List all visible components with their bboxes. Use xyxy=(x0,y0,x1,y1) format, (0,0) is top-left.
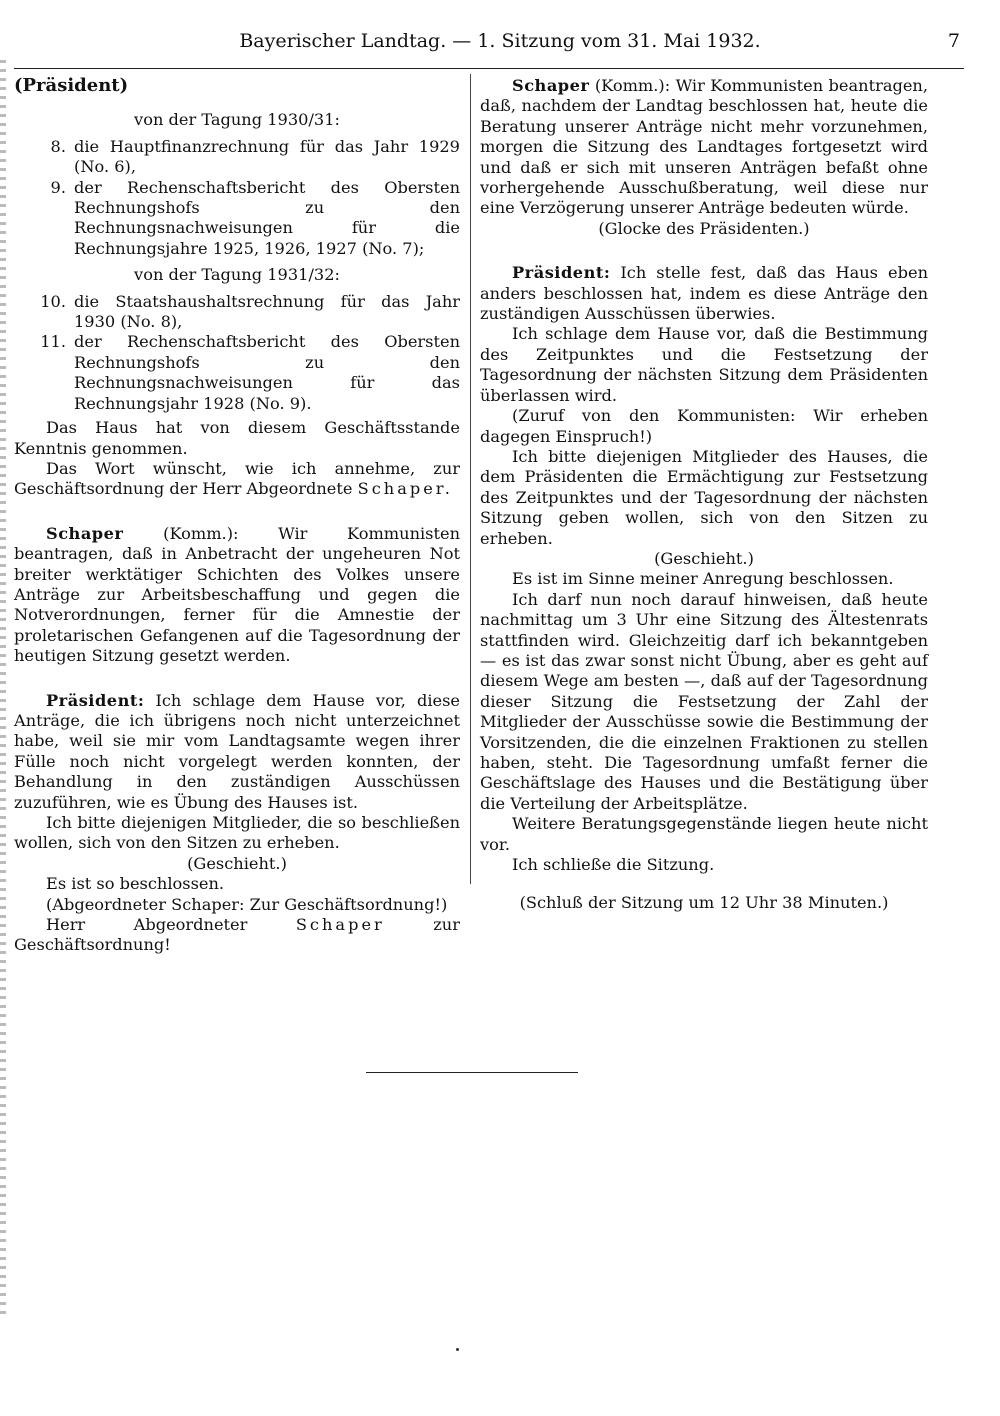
paragraph: Ich bitte diejenigen Mitglieder des Hauses, die dem Präsidenten die Ermächtigung zur Festsetzung des Zeitpunktes und der Tagesordnung der nächsten Sitzung geben wollen, sich von den Sitzen zu erheben. xyxy=(480,446,928,548)
speaker-name: Schaper. xyxy=(357,479,453,499)
list-item xyxy=(14,137,460,178)
paragraph: Ich bitte diejenigen Mitglieder, die so beschließen wollen, sich von den Sitzen zu erheben. xyxy=(14,813,460,853)
speaker-heading: (Präsident) xyxy=(14,75,129,96)
scan-edge-artifact xyxy=(0,60,6,1320)
speech-paragraph xyxy=(14,691,460,813)
paragraph: Es ist so beschlossen. xyxy=(46,874,225,894)
item-number: 10. xyxy=(40,291,66,311)
header-rule xyxy=(14,68,964,69)
item-text: der Rechenschaftsbericht des Obersten Rechnungshofs zu den Rechnungsnachweisungen für das Rechnungsjahr 1928 (No. 9). xyxy=(74,332,460,413)
scan-speck xyxy=(456,1348,459,1351)
session-subheading: von der Tagung 1930/31: xyxy=(134,110,340,130)
item-text: die Staatshaushaltsrechnung für das Jahr 1930 (No. 8), xyxy=(74,291,460,332)
item-number: 11. xyxy=(40,332,66,352)
left-column xyxy=(14,76,460,956)
speech-text: Ich stelle fest, daß das Haus eben anders beschlossen hat, indem es diese Anträge den zuständigen Ausschüssen überwies. xyxy=(480,263,928,324)
stage-direction: (Geschieht.) xyxy=(187,853,287,873)
item-text: der Rechenschaftsbericht des Obersten Rechnungshofs zu den Rechnungsnachweisungen für die Rechnungsjahre 1925, 1926, 1927 (No. 7); xyxy=(74,177,460,258)
paragraph xyxy=(14,459,460,500)
paragraph-text: zur Geschäftsordnung! xyxy=(14,915,460,955)
closing-note: (Schluß der Sitzung um 12 Uhr 38 Minuten.) xyxy=(519,893,889,913)
speech-text: (Komm.): Wir Kommunisten beantragen, daß in Anbetracht der ungeheuren Not breiter werktätiger Schichten des Volkes unsere Anträge zur Arbeitsbeschaffung und gegen die Notverordnungen, ferner für die Amnestie der proletarischen Gefangenen auf die Tagesordnung der heutigen Sitzung gesetzt werden. xyxy=(14,523,460,666)
speaker-name: Schaper xyxy=(46,523,124,543)
paragraph: Weitere Beratungsgegenstände liegen heute nicht vor. xyxy=(480,814,928,854)
speech-paragraph xyxy=(480,76,928,219)
interjection: (Abgeordneter Schaper: Zur Geschäftsordnung!) xyxy=(46,894,448,914)
right-column xyxy=(480,76,928,914)
column-divider xyxy=(470,74,471,884)
paragraph: Es ist im Sinne meiner Anregung beschlossen. xyxy=(512,569,894,589)
stage-direction: (Glocke des Präsidenten.) xyxy=(598,218,810,238)
speaker-name: Schaper xyxy=(512,76,590,95)
paragraph-text: Herr Abgeordneter xyxy=(46,915,248,935)
speaker-name: Präsident: xyxy=(46,690,145,710)
footer-rule xyxy=(366,1072,578,1073)
speech-paragraph xyxy=(480,263,928,324)
item-text: die Hauptfinanzrechnung für das Jahr 1929 (No. 6), xyxy=(74,136,460,177)
list-item xyxy=(14,292,460,333)
speech-text: Ich schlage dem Hause vor, diese Anträge, die ich übrigens noch nicht unterzeichnet habe, weil sie mir vom Landtagsamte wegen ihrer Fülle noch nicht vorgelegt werden konnten, der Behandlung in den zuständigen Ausschüssen zuzuführen, wie es Übung des Hauses ist. xyxy=(14,690,460,812)
speaker-name: Schaper xyxy=(295,915,385,935)
speech-paragraph xyxy=(14,524,460,667)
paragraph: Ich schließe die Sitzung. xyxy=(512,855,715,875)
page-header xyxy=(30,30,970,60)
item-number: 8. xyxy=(50,136,66,156)
speech-text: (Komm.): Wir Kommunisten beantragen, daß, nachdem der Landtag beschlossen hat, heute die Beratung unserer Anträge nicht mehr vorzunehmen, morgen die Sitzung des Landtages fortgesetzt wird und daß er sich mit unseren Anträgen befaßt ohne vorhergehende Ausschußberatung, weil diese nur eine Verzögerung unserer Anträge bedeuten würde. xyxy=(480,76,928,218)
paragraph xyxy=(14,915,460,956)
paragraph: Das Haus hat von diesem Geschäftsstande Kenntnis genommen. xyxy=(14,418,460,458)
stage-direction: (Geschieht.) xyxy=(654,548,754,568)
item-number: 9. xyxy=(50,177,66,197)
page-number: 7 xyxy=(947,30,960,52)
speaker-name: Präsident: xyxy=(512,263,611,283)
interjection: (Zuruf von den Kommunisten: Wir erheben dagegen Einspruch!) xyxy=(480,406,928,446)
list-item xyxy=(14,332,460,414)
paragraph: Ich schlage dem Hause vor, daß die Bestimmung des Zeitpunktes und die Festsetzung der Tagesordnung der nächsten Sitzung dem Präsidenten überlassen wird. xyxy=(480,324,928,405)
session-subheading: von der Tagung 1931/32: xyxy=(134,265,340,285)
running-head: Bayerischer Landtag. — 1. Sitzung vom 31. Mai 1932. xyxy=(239,30,761,52)
paragraph-text: Das Wort wünscht, wie ich annehme, zur Geschäftsordnung der Herr Abgeordnete xyxy=(14,458,460,499)
paragraph: Ich darf nun noch darauf hinweisen, daß heute nachmittag um 3 Uhr eine Sitzung des Ältestenrats stattfinden wird. Gleichzeitig darf ich bekanntgeben — es ist das zwar sonst nicht Übung, aber es geht auf diesem Wege am besten —, daß auf der Tagesordnung dieser Sitzung die Festsetzung der Zahl der Mitglieder der Ausschüsse sowie die Bestimmung der Vorsitzenden, die die einzelnen Fraktionen zu stellen haben, steht. Die Tagesordnung umfaßt ferner die Geschäftslage des Hauses und die Bestätigung über die Verteilung der Arbeitsplätze. xyxy=(480,589,928,813)
list-item xyxy=(14,178,460,260)
